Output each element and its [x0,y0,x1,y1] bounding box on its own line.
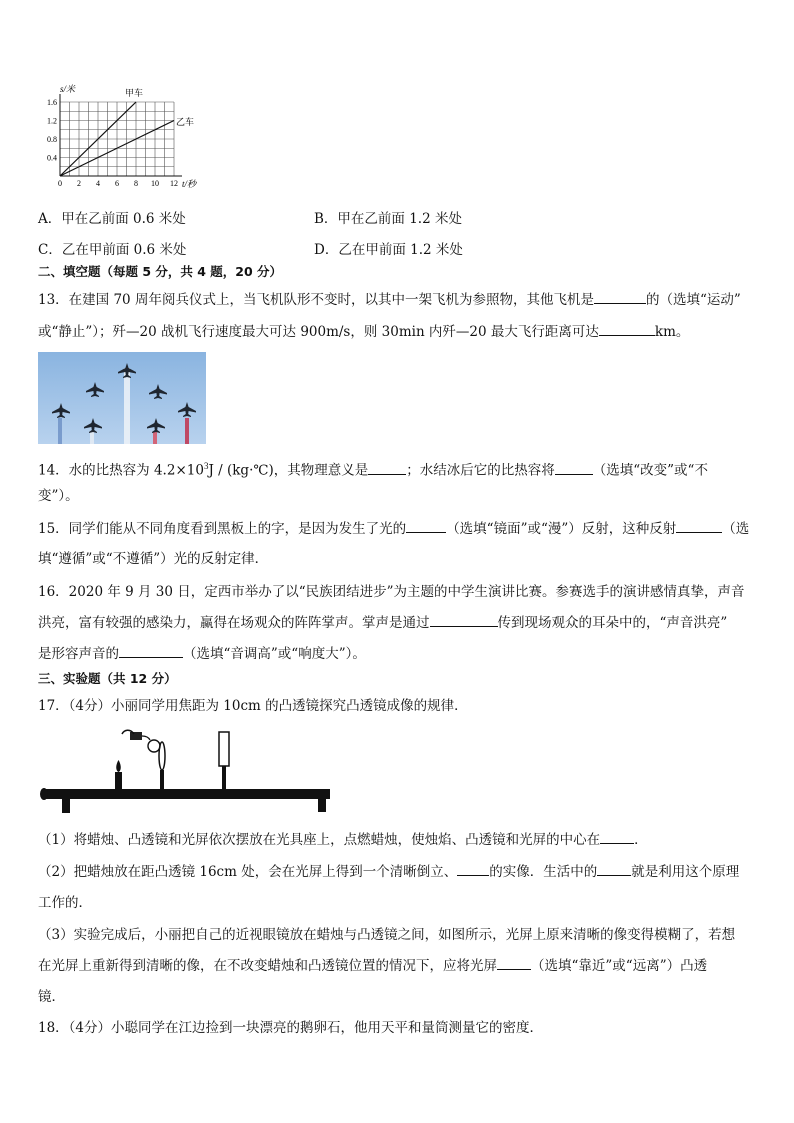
y-tick-label: 1.6 [47,98,57,107]
q15-line2 [38,549,268,569]
q14-text-a: 14．水的比热容为 4.2×10 [38,462,204,479]
q17-p2-c: 就是利用这个原理 [631,864,740,880]
q14-blank-1 [368,461,406,475]
q17-p2-a: （2）把蜡烛放在距凸透镜 16cm 处，会在光屏上得到一个清晰倒立、 [38,864,458,880]
q16-line3 [38,644,366,664]
section-2-title: 二、填空题（每题 5 分，共 4 题，20 分） [38,264,283,279]
q13-blank-2 [599,322,655,336]
q14-blank-2 [555,461,593,475]
q17-part2-line1 [38,862,739,882]
x-tick-label: 8 [134,179,138,188]
q16-blank-2 [119,644,183,658]
q13-line2 [38,322,689,342]
optical-bench-figure [38,722,334,814]
q15-blank-2 [676,519,722,533]
q17-p2-d: 工作的． [38,895,92,911]
q17-blank-4 [497,956,531,970]
x-tick-label: 0 [58,179,62,188]
q13-text-c: 或“静止”）；歼—20 战机飞行速度最大可达 900m/s，则 30min 内歼—20 最大飞行距离可达 [38,324,599,340]
q13-text-a: 13．在建国 70 周年阅兵仪式上，当飞机队形不变时，以其中一架飞机为参照物，其他飞机是 [38,292,594,308]
x-tick-label: 2 [77,179,81,188]
q14-text-e: 变”）。 [38,488,79,504]
q15-blank-1 [406,519,446,533]
q17-p3-b: 在光屏上重新得到清晰的像，在不改变蜡烛和凸透镜位置的情况下，应将光屏 [38,958,497,974]
q16-text-d: 是形容声音的 [38,646,119,662]
q13-text-b: 的（选填“运动” [645,292,741,308]
option-d: D．乙在甲前面 1.2 米处 [314,242,463,258]
q17-part3-line1 [38,925,735,945]
q13-line1 [38,290,741,310]
q14-text-c: ；水结冰后它的比热容将 [406,462,555,479]
label-yi: 乙车 [176,118,195,128]
y-tick-label: 0.4 [47,153,57,163]
label-jia: 甲车 [125,89,144,99]
q17-part2-line2 [38,893,92,913]
st-graph [40,84,210,192]
q16-text-c: 传到现场观众的耳朵中的，“声音洪亮” [497,615,728,631]
q17-blank-2 [457,862,489,876]
q15-text-c: （选 [722,521,750,537]
x-tick-label: 6 [115,179,119,188]
q16-text-b: 洪亮，富有较强的感染力，赢得在场观众的阵阵掌声。掌声是通过 [38,615,430,631]
q13-blank-1 [594,290,646,304]
y-axis-label: s/米 [60,84,76,94]
section-3-title: 三、实验题（共 12 分） [38,671,177,686]
graph-grid [60,102,174,176]
x-tick-label: 12 [170,179,178,188]
x-tick-label: 4 [96,179,100,188]
q14-line2 [38,486,79,506]
q17-p1-a: （1）将蜡烛、凸透镜和光屏依次摆放在光具座上，点燃蜡烛，使烛焰、凸透镜和光屏的中心在 [38,832,601,848]
q15-text-a: 15．同学们能从不同角度看到黑板上的字，是因为发生了光的 [38,521,407,537]
q17-blank-3 [597,862,631,876]
q17-p1-b: ． [634,832,648,848]
q16-line2 [38,613,727,633]
q14-line1 [38,456,708,481]
q13-text-d: km。 [654,324,690,340]
q16-line1 [38,582,745,602]
q15-text-d: 填“遵循”或“不遵循”）光的反射定律． [38,551,269,567]
q16-blank-1 [430,613,498,627]
q17-p2-b: 的实像．生活中的 [489,864,598,880]
jets-formation-photo [38,352,206,444]
q14-text-b: J / (kg·℃)，其物理意义是 [208,462,369,479]
q17-part1 [38,830,648,850]
q16-text-a: 16．2020 年 9 月 30 日，定西市举办了以“民族团结进步”为主题的中学生演讲比赛。参赛选手的演讲感情真挚，声音 [38,584,745,600]
q14-text-d: （选填“改变”或“不 [592,462,708,479]
q15-text-b: （选填“镜面”或“漫”）反射，这种反射 [446,521,677,537]
option-a: A．甲在乙前面 0.6 米处 [38,211,186,227]
q17-stem: 17．（4分）小丽同学用焦距为 10cm 的凸透镜探究凸透镜成像的规律． [38,698,468,714]
q17-p3-a: （3）实验完成后，小丽把自己的近视眼镜放在蜡烛与凸透镜之间，如图所示，光屏上原来清晰的像变得模糊了，若想 [38,927,736,943]
q18-stem: 18．（4分）小聪同学在江边捡到一块漂亮的鹅卵石，他用天平和量筒测量它的密度． [38,1020,544,1036]
q17-blank-1 [600,830,634,844]
x-tick-label: 10 [151,179,159,188]
y-tick-label: 1.2 [47,116,57,126]
q14-sup: 3 [203,461,209,471]
option-b: B．甲在乙前面 1.2 米处 [314,211,462,227]
q15-line1 [38,519,749,539]
q17-part3-line3 [38,987,65,1007]
option-c: C．乙在甲前面 0.6 米处 [38,242,187,258]
x-axis-label: t/秒 [182,179,197,189]
y-tick-label: 0.8 [47,135,57,144]
q17-p3-c: （选填“靠近”或“远离”）凸透 [531,958,708,974]
q17-p3-d: 镜． [38,989,65,1005]
graph-axes [60,94,182,176]
q16-text-e: （选填“音调高”或“响度大”）。 [183,646,366,662]
q17-part3-line2 [38,956,707,976]
